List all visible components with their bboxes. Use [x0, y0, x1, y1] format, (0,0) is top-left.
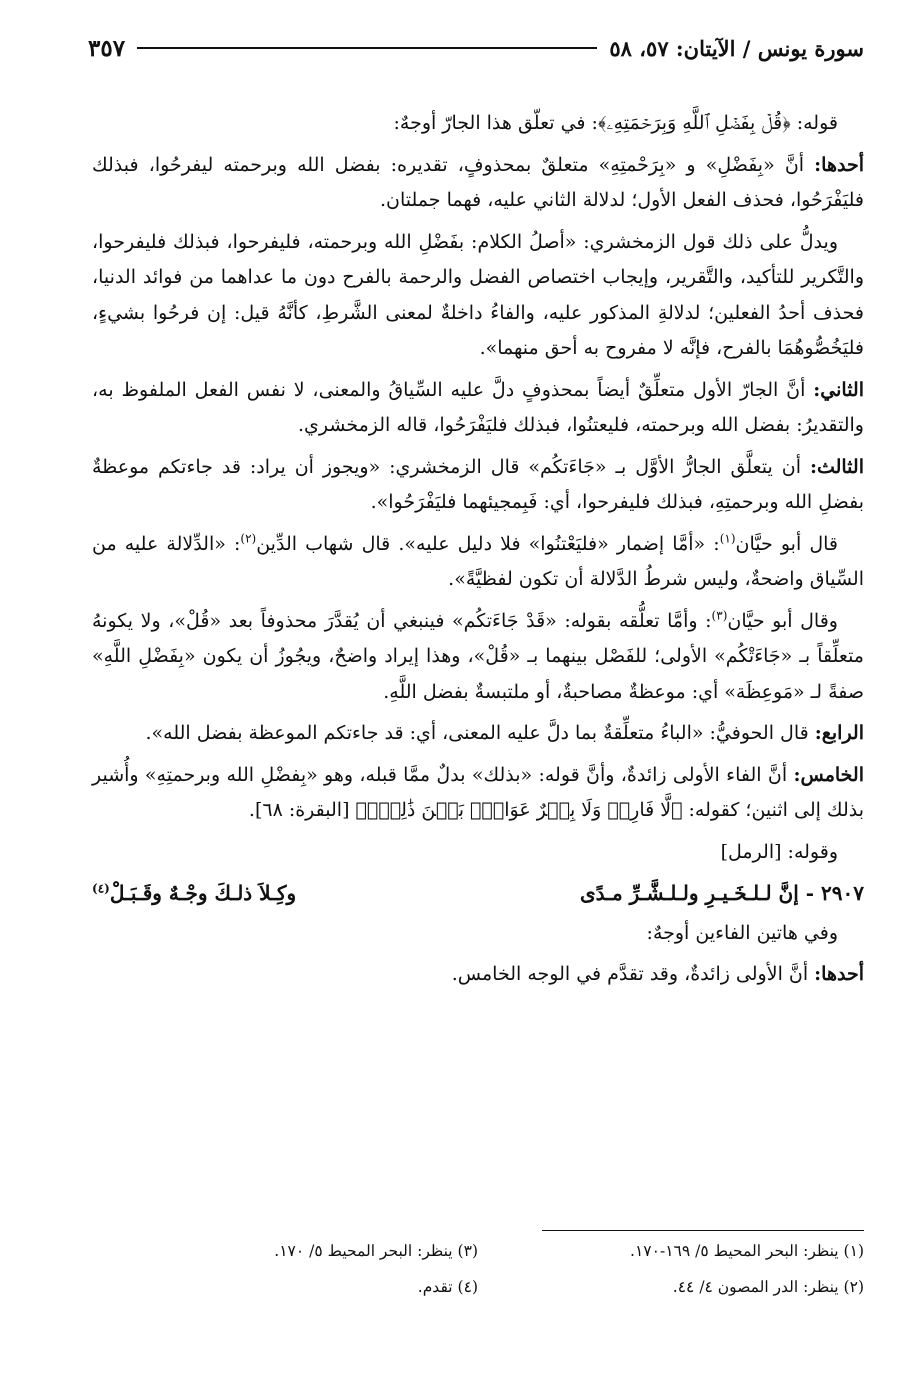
paragraph: [92, 957, 864, 993]
footnotes: [92, 1240, 864, 1298]
footnote-item: [92, 1240, 478, 1262]
paragraph-text: أنَّ «بِفَضْلِ» و «بِرَحْمتِهِ» متعلقٌ بمحذوفٍ، تقديره: بفضل الله وبرحمته ليفرحُوا، فبذلك فليَفْرَحُوا، فحذف الفعل الأول؛ لدلالة الثاني عليه، فهما جملتان.: [92, 153, 864, 211]
footnote-ref[interactable]: (٢): [240, 531, 257, 546]
paragraph-text: وفي هاتين الفاءين أوجهٌ:: [646, 921, 838, 944]
footnote-divider: [542, 1230, 864, 1231]
paragraph: [92, 225, 864, 367]
footnote-text: ينظر: البحر المحيط ٥/ ١٧٠.: [274, 1242, 453, 1260]
page-header: [88, 28, 864, 68]
footnote-item: [478, 1276, 864, 1298]
paragraph-text: أن يتعلَّق الجارُّ الأوَّل بـ «جَاءَتكُم» قال الزمخشري: «ويجوز أن يراد: قد جاءتكم موعظةٌ بفضلِ الله وبرحمتِهِ، فبذلك فليفرحوا، أي: فَبِمجيئهما فليَفْرَحُوا».: [92, 455, 864, 513]
section-lead: الثاني:: [813, 378, 864, 401]
footnote-item: [92, 1276, 478, 1298]
footnote-ref[interactable]: (٤): [92, 881, 110, 896]
paragraph-text: قال أبو حيَّان: [735, 532, 839, 555]
paragraph: [92, 758, 864, 829]
footnote-number: (١): [843, 1242, 864, 1260]
paragraph: [92, 148, 864, 219]
verse-hemistich-second: [92, 876, 416, 912]
section-lead: الخامس:: [793, 763, 864, 786]
verse-text: وكِـلاَ ذلـكَ وجْـهٌ وقَـبَـلْ: [109, 881, 297, 905]
paragraph-text: وقال أبو حيَّان: [727, 609, 838, 632]
header-rule: [137, 47, 597, 49]
paragraph-text: : «أمَّا إضمار «فليَعْتنُوا» فلا دليل عليه». قال شهاب الدِّين: [256, 532, 720, 555]
footnote-number: (٤): [457, 1278, 478, 1296]
footnote-text: ينظر: البحر المحيط ٥/ ١٦٩-١٧٠.: [630, 1242, 839, 1260]
section-lead: الرابع:: [814, 722, 864, 744]
paragraph: [92, 916, 864, 952]
paragraph: [92, 450, 864, 521]
paragraph-text: وقوله: [الرمل]: [720, 840, 838, 863]
paragraph-text: قال الحوفيُّ: «الباءُ متعلِّقةٌ بما دلَّ عليه المعنى، أي: قد جاءتكم الموعظة بفضل الله».: [145, 722, 815, 744]
paragraph: [92, 835, 864, 871]
section-lead: أحدها:: [814, 153, 864, 176]
main-text: [92, 106, 864, 999]
verse-hemistich-first: ٢٩٠٧ - إنَّ لـلـخَـيـرِ ولـلـشَّـرِّ مـدًى: [579, 881, 864, 905]
poetry-verse: [92, 876, 864, 912]
footnote-number: (٢): [843, 1278, 864, 1296]
footnote-ref[interactable]: (٣): [711, 608, 728, 623]
footnote-number: (٣): [457, 1242, 478, 1260]
paragraph-text: أنَّ الفاء الأولى زائدةٌ، وأنَّ قوله: «بذلك» بدلٌ ممَّا قبله، وهو «بِفضْلِ الله وبرحمتِهِ» وأُشير بذلك إلى اثنين؛ كقوله: ﴿لَّا فَارِضٞ وَلَا بِكۡرٌ عَوَانُۢ بَيۡنَ ذَٰلِكَۖ﴾ [البقرة: ٦٨].: [92, 763, 864, 821]
paragraph: [92, 527, 864, 598]
paragraph: [92, 604, 864, 711]
section-lead: أحدها:: [814, 963, 864, 985]
footnote-item: [478, 1240, 864, 1262]
footnote-text: تقدم.: [417, 1278, 453, 1296]
paragraph: [92, 106, 864, 142]
paragraph: [92, 716, 864, 752]
page-number: ٣٥٧: [88, 34, 126, 62]
paragraph-text: أنَّ الجارّ الأول متعلِّقٌ أيضاً بمحذوفٍ دلَّ عليه السِّياقُ والمعنى، لا نفس الفعل الملفوظ به، والتقديرُ: بفضل الله وبرحمته، فليعتنُوا، فبذلك فليَفْرَحُوا، قاله الزمخشري.: [92, 378, 864, 436]
paragraph: [92, 373, 864, 444]
paragraph-text: : «الدِّلالة عليه من السِّياق واضحةٌ، وليس شرطُ الدَّلالة أن تكون لفظيَّةً».: [92, 532, 864, 590]
footnote-ref[interactable]: (١): [719, 531, 736, 546]
surah-title: سورة يونس / الآيتان: ٥٧، ٥٨: [609, 35, 864, 61]
footnote-text: ينظر: الدر المصون ٤/ ٤٤.: [672, 1278, 839, 1296]
paragraph-text: أنَّ الأولى زائدةٌ، وقد تقدَّم في الوجه الخامس.: [451, 963, 815, 985]
paragraph-text: ويدلُّ على ذلك قول الزمخشري: «أصلُ الكلام: بفَضْلِ الله وبرحمته، فليفرحوا، فبذلك فليفرحوا، والتَّكرير للتأكيد، والتَّقرير، وإيجاب اختصاص الفضل والرحمة بالفرح دون ما عداهما من فوائد الدنيا، فحذف أحدُ الفعلين؛ لدلالةِ المذكور عليه، والفاءُ داخلةٌ لمعنى الشَّرطِ، كأنَّهُ قيل: إن فرحُوا بشيءٍ، فليَخُصُّوهُمَا بالفرح، فإنَّه لا مفروح به أحق منهما».: [92, 230, 864, 359]
paragraph-text: قوله: ﴿قُلۡ بِفَضۡلِ ٱللَّهِ وَبِرَحۡمَتِهِۦ﴾: في تعلّق هذا الجارّ أوجهٌ:: [393, 112, 838, 134]
paragraph-text: : وأمَّا تعلُّقه بقوله: «قَدْ جَاءَتكُم» فينبغي أن يُقدَّرَ محذوفاً بعد «قُلْ»، ولا يكونهُ متعلِّقاً بـ «جَاءَتْكُم» الأولى؛ للفَصْل بينهما بـ «قُلْ»، وهذا إيراد واضحٌ، ويجُوزُ أن يكون «بِفَضْلِ اللَّهِ» صفةً لـ «مَوعِظَة» أي: موعظةٌ مصاحبةٌ، أو ملتبسةٌ بفضل اللَّهِ.: [92, 609, 864, 703]
section-lead: الثالث:: [809, 455, 864, 478]
